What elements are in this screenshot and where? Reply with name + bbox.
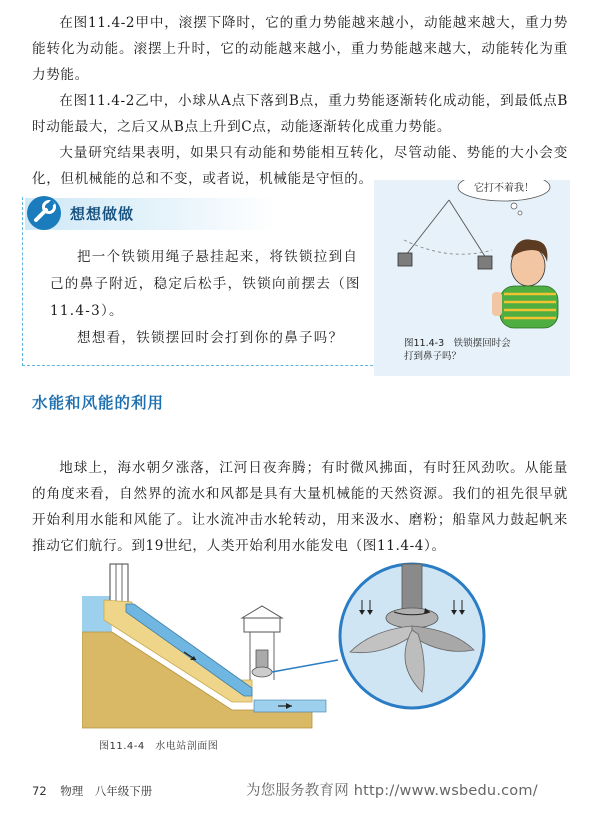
activity-text-1: 把一个铁锁用绳子悬挂起来，将铁锁拉到自己的鼻子附近，稳定后松手，铁锁向前摆去（图11.4-3）。	[50, 249, 361, 319]
section-title: 水能和风能的利用	[32, 394, 165, 412]
watermark: 为您服务教育网 http://www.wsbedu.com/	[246, 783, 538, 799]
activity-text-2: 想想看，铁锁摆回时会打到你的鼻子吗？	[77, 330, 344, 346]
bubble-text: 它打不着我！	[474, 183, 534, 194]
paragraph-ball-energy: 在图11.4-2乙中，小球从A点下落到B点，重力势能逐渐转化成动能，到最低点B时动能最大，之后又从B点上升到C点，动能逐渐转化成重力势能。	[32, 93, 568, 135]
activity-title: 想想做做	[70, 205, 135, 223]
figure-3-caption: 图11.4-3 铁锁摆回时会打到鼻子吗？	[404, 338, 511, 362]
figure-hydropower-station	[82, 560, 522, 730]
paragraph-conservation: 大量研究结果表明，如果只有动能和势能相互转化，尽管动能、势能的大小会变化，但机械能的总和不变，或者说，机械能是守恒的。	[32, 145, 568, 187]
page-number: 72	[32, 784, 47, 798]
paragraph-rolling-pendulum: 在图11.4-2甲中，滚摆下降时，它的重力势能越来越小，动能越来越大，重力势能转化为动能。滚摆上升时，它的动能越来越小，重力势能越来越大，动能转化为重力势能。	[32, 15, 568, 83]
page-footer	[32, 783, 152, 799]
book-title: 物理 八年级下册	[60, 784, 153, 798]
paragraph-water-wind: 地球上，海水朝夕涨落，江河日夜奔腾；有时微风拂面，有时狂风劲吹。从能量的角度来看，自然界的流水和风都是具有大量机械能的天然资源。我们的祖先很早就开始利用水能和风能了。让水流冲击水轮转动，用来汲水、磨粉；船靠风力鼓起帆来推动它们航行。到19世纪，人类开始利用水能发电（图11.4-4）。	[32, 460, 568, 554]
figure-4-caption: 图11.4-4 水电站剖面图	[99, 741, 219, 752]
activity-banner	[25, 198, 275, 230]
wrench-icon	[27, 196, 61, 230]
hydropower-illustration	[82, 560, 522, 730]
